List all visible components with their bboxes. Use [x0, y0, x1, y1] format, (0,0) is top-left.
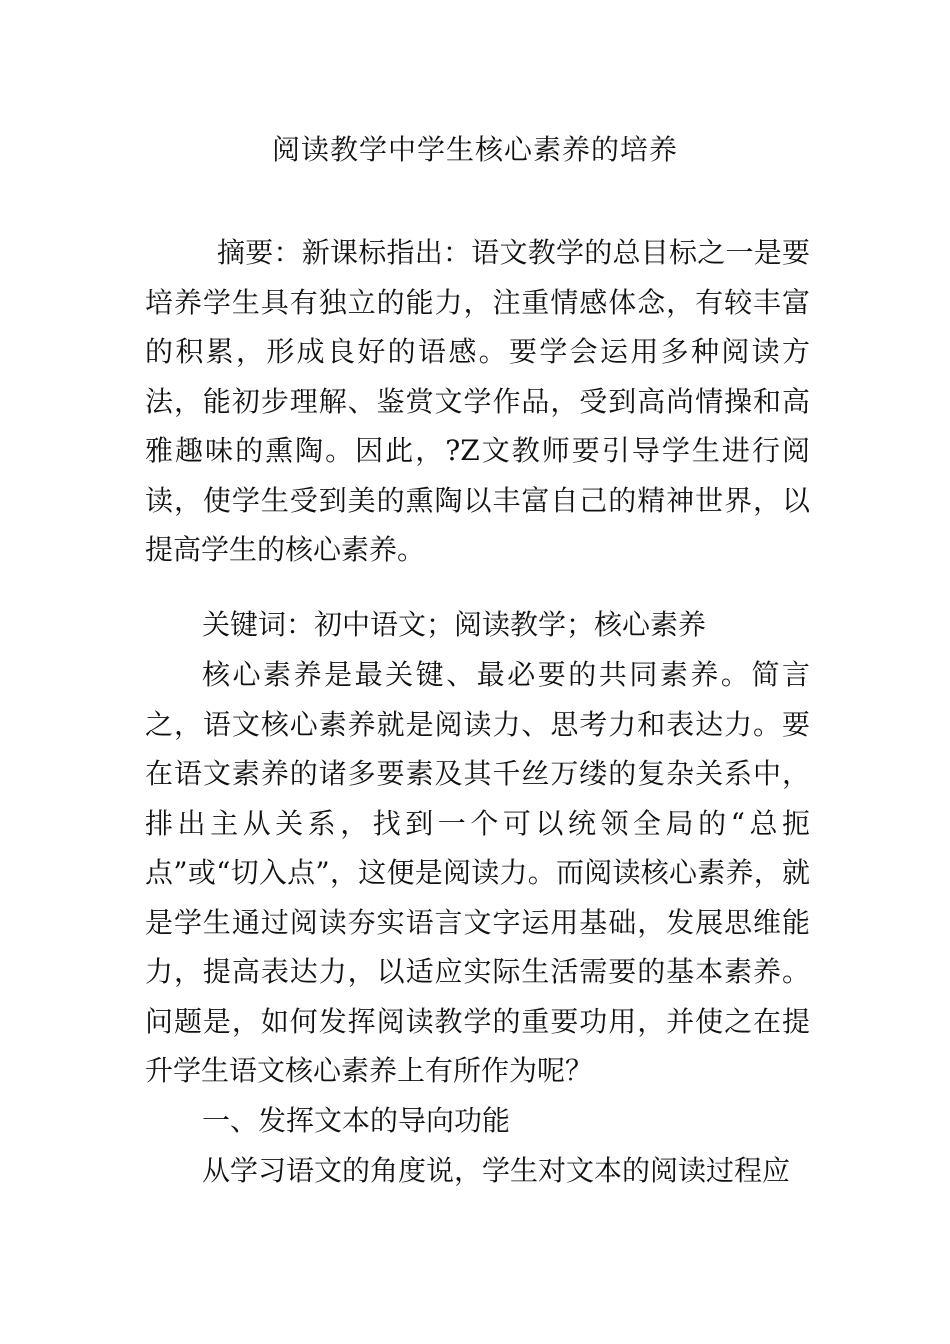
- body-paragraph: 核心素养是最关键、最必要的共同素养。简言之，语文核心素养就是阅读力、思考力和表达力。要在语文素养的诸多要素及其千丝万缕的复杂关系中，排出主从关系，找到一个可以统领全局的“总扼点”或“切入点”，这便是阅读力。而阅读核心素养，就是学生通过阅读夯实语言文字运用基础，发展思维能力，提高表达力，以适应实际生活需要的基本素养。问题是，如何发挥阅读教学的重要功用，并使之在提升学生语文核心素养上有所作为呢？: [145, 658, 810, 1087]
- document-title: 阅读教学中学生核心素养的培养: [271, 133, 678, 166]
- abstract-paragraph: 摘要：新课标指出：语文教学的总目标之一是要培养学生具有独立的能力，注重情感体念，有较丰富的积累，形成良好的语感。要学会运用多种阅读方法，能初步理解、鉴赏文学作品，受到高尚情操和高雅趣味的熏陶。因此，?Z文教师要引导学生进行阅读，使学生受到美的熏陶以丰富自己的精神世界，以提高学生的核心素养。: [145, 236, 810, 566]
- body-paragraph: 从学习语文的角度说，学生对文本的阅读过程应: [202, 1154, 791, 1187]
- keywords-line: 关键词：初中语文；阅读教学；核心素养: [202, 608, 707, 641]
- section-heading: 一、发挥文本的导向功能: [202, 1104, 511, 1137]
